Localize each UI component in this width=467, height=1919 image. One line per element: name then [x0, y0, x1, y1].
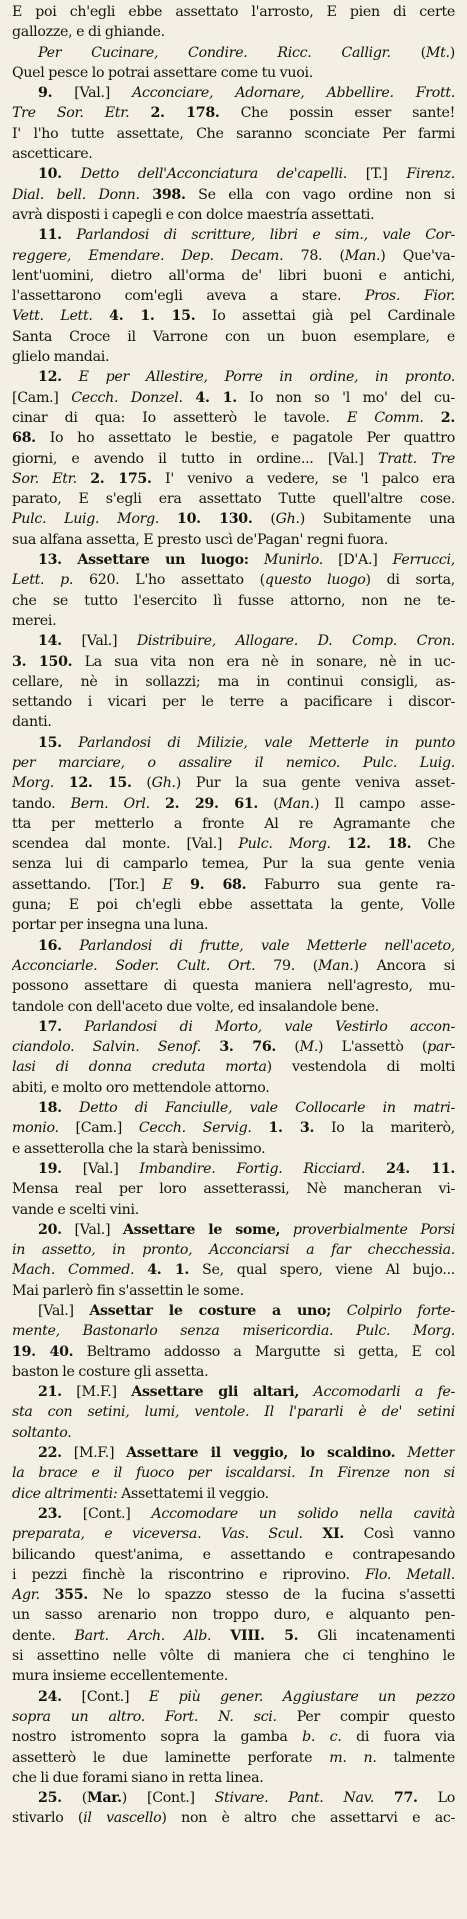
text-line: 11. Parlandosi di scritture, libri e sim., vale Cor- [38, 227, 455, 244]
text-line: 20. [Val.] Assettare le some, proverbialmente Porsi [38, 1221, 455, 1238]
text-line: ciandolo. Salvin. Senof. 3. 76. (M.) L'assettò (par- [12, 1039, 455, 1056]
text-line: 9. [Val.] Acconciare, Adornare, Abbellire. Frott. [38, 85, 455, 102]
text-line: cinar di qua: Io assetterò le tavole. E Comm. 2. [12, 409, 455, 426]
text-line: settando i vicari per le terre a pacificare i discor- [12, 694, 455, 711]
text-line: scendea dal monte. [Val.] Pulc. Morg. 12. 18. Che [12, 836, 455, 853]
text-line: [Cam.] Cecch. Donzel. 4. 1. Io non so 'l mo' del cu- [12, 389, 455, 406]
text-line: Mai parlerò fin s'assettin le some. [12, 1282, 244, 1299]
text-line: preparata, e viceversa. Vas. Scul. XI. Così vanno [12, 1526, 455, 1543]
text-line: per marciare, o assalire il nemico. Pulc. Luig. [12, 754, 455, 771]
text-line: 19. 40. Beltramo addosso a Margutte si getta, E col [12, 1343, 455, 1360]
text-line: abiti, e molto oro mettendole attorno. [12, 1079, 270, 1096]
text-line: baston le costure gli assetta. [12, 1363, 209, 1380]
text-line: 22. [M.F.] Assettare il veggio, lo scaldino. Metter [38, 1445, 455, 1462]
text-line: giorni, e avendo il tutto in ordine... [Val.] Tratt. Tre [12, 450, 455, 467]
text-line: tandole con dell'aceto due volte, ed insalandole bene. [12, 998, 379, 1015]
text-line: tando. Bern. Orl. 2. 29. 61. (Man.) Il campo asse- [12, 795, 455, 812]
text-line: lent'uomini, dietro all'orma de' libri buoni e antichi, [12, 267, 455, 284]
text-line: guna; E poi ch'egli ebbe assettata la gente, Volle [12, 897, 455, 914]
text-line: l'assettarono com'egli aveva a stare. Pros. Fior. [12, 288, 455, 305]
text-line: 16. Parlandosi di frutte, vale Metterle nell'aceto, [38, 937, 455, 954]
text-line: 21. [M.F.] Assettare gli altari, Accomodarli a fe- [38, 1384, 455, 1401]
text-line: assettando. [Tor.] E 9. 68. Faburro sua gente ra- [12, 876, 455, 893]
text-line: Quel pesce lo potrai assettare come tu vuoi. [12, 64, 313, 81]
text-line: 68. Io ho assettato le bestie, e pagatole Per quattro [12, 430, 455, 447]
text-line: [Val.] Assettar le costure a uno; Colpirlo forte- [38, 1303, 455, 1319]
text-line: che se tutto l'esercito lì fusse attorno, non ne te- [12, 592, 455, 609]
text-line: Vett. Lett. 4. 1. 15. Io assettai già pel Cardinale [12, 308, 455, 325]
text-line: lasi di donna creduta morta) vestendola di molti [12, 1059, 455, 1076]
text-line: un sasso arenario non troppo duro, e alquanto pen- [12, 1607, 455, 1624]
text-line: si assettino nelle vôlte di maniera che ci tenghino le [12, 1648, 455, 1665]
text-line: i pezzi finchè la riscontrino e riprovino. Flo. Metall. [12, 1566, 455, 1583]
text-line: sta con setini, lumi, ventole. Il l'pararli è de' setini [12, 1404, 455, 1421]
text-line: 15. Parlandosi di Milizie, vale Metterle in punto [38, 734, 455, 751]
text-line: dice altrimenti: Assettatemi il veggio. [12, 1485, 269, 1502]
text-line: assetterò le due laminette perforate m. n. talmente [12, 1749, 455, 1766]
text-line: mura insieme eccellentemente. [12, 1668, 229, 1685]
text-line: 13. Assettare un luogo: Munirlo. [D'A.] Ferrucci, [38, 552, 455, 569]
text-line: Mensa real per loro assetterassi, Nè mancheran vi- [12, 1181, 455, 1198]
text-line: nostro istromento sopra la gamba b. c. di fuora via [12, 1729, 455, 1746]
text-line: 24. [Cont.] E più gener. Aggiustare un pezzo [38, 1688, 455, 1705]
text-line: in assetto, in pronto, Acconciarsi a far checchessia. [12, 1242, 455, 1259]
text-line: 10. Detto dell'Acconciatura de'capelli. [T.] Firenz. [38, 166, 455, 183]
text-line: Dial. bell. Donn. 398. Se ella con vago ordine non si [12, 186, 455, 203]
text-line: Mach. Commed. 4. 1. Se, qual spero, viene Al bujo... [12, 1262, 455, 1279]
text-line: Pulc. Luig. Morg. 10. 130. (Gh.) Subitamente una [12, 511, 455, 528]
text-line: Tre Sor. Etr. 2. 178. Che possin esser sante! [12, 105, 455, 122]
text-line: 3. 150. La sua vita non era nè in sonare, nè in uc- [12, 653, 455, 670]
text-line: 19. [Val.] Imbandire. Fortig. Ricciard. 24. 11. [38, 1160, 455, 1177]
text-line: stivarlo (il vascello) non è altro che assettarvi e ac- [12, 1810, 455, 1827]
text-line: reggere, Emendare. Dep. Decam. 78. (Man.) Que'va- [12, 247, 455, 264]
text-line: E poi ch'egli ebbe assettato l'arrosto, E pien di certe [12, 4, 455, 20]
text-line: sua alfana assetta, E presto uscì de'Pagan' regni fuora. [12, 531, 389, 548]
text-line: mente, Bastonarlo senza misericordia. Pulc. Morg. [12, 1323, 455, 1340]
text-line: Morg. 12. 15. (Gh.) Pur la sua gente veniva asset- [12, 775, 455, 792]
text-line: merei. [12, 612, 57, 629]
text-line: parato, E s'egli era assettato Tutte quell'altre cose. [12, 491, 455, 508]
text-line: Acconciarle. Soder. Cult. Ort. 79. (Man.) Ancora si [12, 957, 455, 974]
text-line: portar per insegna una luna. [12, 917, 209, 934]
text-line: glielo mandai. [12, 349, 110, 366]
text-line: vande e scelti vini. [12, 1201, 139, 1218]
text-line: sopra un altro. Fort. N. sci. Per compir questo [12, 1708, 455, 1725]
text-line: danti. [12, 714, 52, 731]
text-line: Sor. Etr. 2. 175. I' venivo a vedere, se 'l palco era [12, 470, 455, 487]
text-line: la brace e il fuoco per iscaldarsi. In Firenze non si [12, 1465, 455, 1482]
text-line: I' l'ho tutte assettate, Che saranno sconciate Per farmi [12, 125, 455, 142]
text-line: dente. Bart. Arch. Alb. VIII. 5. Gli incatenamenti [12, 1627, 455, 1644]
text-line: monio. [Cam.] Cecch. Servig. 1. 3. Io la mariterò, [12, 1120, 455, 1137]
text-line: 23. [Cont.] Accomodare un solido nella cavità [38, 1505, 455, 1522]
text-line: e assetterolla che la starà benissimo. [12, 1140, 266, 1157]
text-line: ascetticare. [12, 146, 93, 163]
text-line: avrà disposti i capegli e con dolce maestría assettati. [12, 206, 375, 223]
text-line: senza lui di camparlo temea, Pur la sua gente venia [12, 856, 455, 873]
text-line: 17. Parlandosi di Morto, vale Vestirlo accon- [38, 1018, 455, 1035]
text-line: 18. Detto di Fanciulle, vale Collocarle in matri- [38, 1100, 455, 1117]
text-line: soltanto. [12, 1424, 72, 1441]
text-line: Agr. 355. Ne lo spazzo stesso de la fucina s'assetti [12, 1587, 455, 1604]
text-line: Santa Croce il Varrone con un buon esemplare, e [12, 328, 455, 345]
text-line: 14. [Val.] Distribuire, Allogare. D. Comp. Cron. [38, 633, 455, 650]
text-line: cellare, nè in sollazzi; ma in continui consigli, as- [12, 673, 455, 690]
text-line: gallozze, e di ghiande. [12, 24, 165, 41]
text-line: bilicando quest'anima, e assettando e contrapesando [12, 1546, 455, 1563]
text-line: possono assettare di questa maniera nell'agresto, mu- [12, 978, 455, 995]
text-line: che li due forami siano in retta linea. [12, 1769, 264, 1786]
text-line: 12. E per Allestire, Porre in ordine, in pronto. [38, 369, 455, 386]
text-line: tta per metterlo a fronte Al re Agramante che [12, 815, 455, 832]
text-line: Per Cucinare, Condire. Ricc. Calligr. (Mt.) [38, 44, 455, 61]
text-line: 25. (Mar.) [Cont.] Stivare. Pant. Nav. 77. Lo [38, 1790, 455, 1807]
text-line: Lett. p. 620. L'ho assettato (questo luogo) di sorta, [12, 572, 455, 589]
